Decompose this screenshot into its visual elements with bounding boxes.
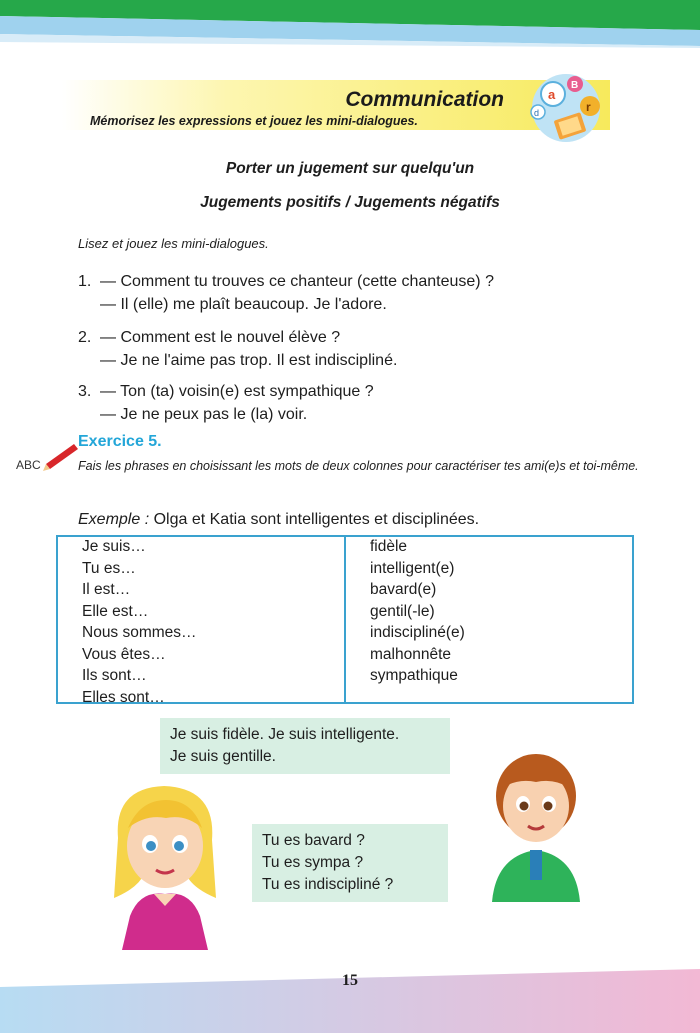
bubble-line: Je suis gentille. xyxy=(170,748,276,765)
girl-speech-bubble xyxy=(160,718,450,774)
dialogue-number: 1. xyxy=(78,273,92,290)
table-cell: fidèle xyxy=(370,538,408,555)
exercise-example xyxy=(78,511,479,529)
table-cell: Il est… xyxy=(82,581,131,598)
table-cell: bavard(e) xyxy=(370,581,437,598)
heading-judgment: Porter un jugement sur quelqu'un xyxy=(225,160,475,177)
bubble-line: Tu es sympa ? xyxy=(262,854,364,871)
svg-text:a: a xyxy=(548,87,556,102)
dialogue-line: — Comment est le nouvel élève ? xyxy=(100,329,341,346)
girl-illustration xyxy=(100,778,230,950)
exercise-instruction: Fais les phrases en choisissant les mots de deux colonnes pour caractériser tes ami(e)s et toi-même. xyxy=(78,459,639,473)
adjectives-column xyxy=(370,536,465,687)
table-cell: gentil(-le) xyxy=(370,602,435,620)
instruction-text: Lisez et jouez les mini-dialogues. xyxy=(78,236,269,251)
heading-positive-negative: Jugements positifs / Jugements négatifs xyxy=(200,194,500,211)
table-cell: sympathique xyxy=(370,667,458,684)
dialogue-2 xyxy=(78,326,638,372)
dialogue-line: — Ton (ta) voisin(e) est sympathique ? xyxy=(100,383,374,400)
table-cell: Je suis… xyxy=(82,538,146,555)
example-text: Olga et Katia sont intelligentes et disciplinées. xyxy=(149,511,480,528)
table-cell: Ils sont… xyxy=(82,667,147,684)
svg-text:r: r xyxy=(586,100,591,114)
bubble-line: Tu es bavard ? xyxy=(262,832,365,849)
table-cell: Elle est… xyxy=(82,602,149,620)
dialogue-1 xyxy=(78,270,638,316)
table-cell: malhonnête xyxy=(370,645,452,663)
dialogue-line: — Comment tu trouves ce chanteur (cette chanteuse) ? xyxy=(100,273,494,290)
exercise-title: Exercice 5. xyxy=(78,433,162,450)
table-cell: Nous sommes… xyxy=(82,624,197,641)
dialogue-line: — Il (elle) me plaît beaucoup. Je l'adore. xyxy=(100,296,387,313)
example-label: Exemple : xyxy=(78,511,150,528)
dialogue-line: — Je ne peux pas le (la) voir. xyxy=(100,406,308,423)
abc-label: ABC xyxy=(16,458,41,472)
boy-speech-bubble xyxy=(252,824,448,902)
table-cell: Vous êtes… xyxy=(82,645,166,663)
section-subtitle: Mémorisez les expressions et jouez les mini-dialogues. xyxy=(90,114,418,128)
table-cell: Elles sont… xyxy=(82,688,165,706)
dialogue-3 xyxy=(78,380,638,426)
dialogue-number: 2. xyxy=(78,329,92,346)
subjects-column xyxy=(82,536,197,708)
page-number: 15 xyxy=(342,972,358,989)
bubble-line: Tu es indiscipliné ? xyxy=(262,876,394,893)
table-divider xyxy=(344,537,346,702)
bubble-line: Je suis fidèle. Je suis intelligente. xyxy=(170,726,400,743)
dialogue-number: 3. xyxy=(78,383,92,400)
table-cell: indiscipliné(e) xyxy=(370,624,465,641)
dialogue-line: — Je ne l'aime pas trop. Il est indiscipliné. xyxy=(100,352,398,369)
table-cell: intelligent(e) xyxy=(370,559,455,577)
boy-illustration xyxy=(478,738,594,902)
letters-book-icon xyxy=(520,64,612,150)
table-cell: Tu es… xyxy=(82,559,136,577)
top-decorative-band xyxy=(0,0,700,48)
svg-text:B: B xyxy=(571,80,579,91)
svg-text:d: d xyxy=(534,108,540,118)
pencil-abc-icon xyxy=(16,440,78,474)
section-title: Communication xyxy=(345,88,504,111)
